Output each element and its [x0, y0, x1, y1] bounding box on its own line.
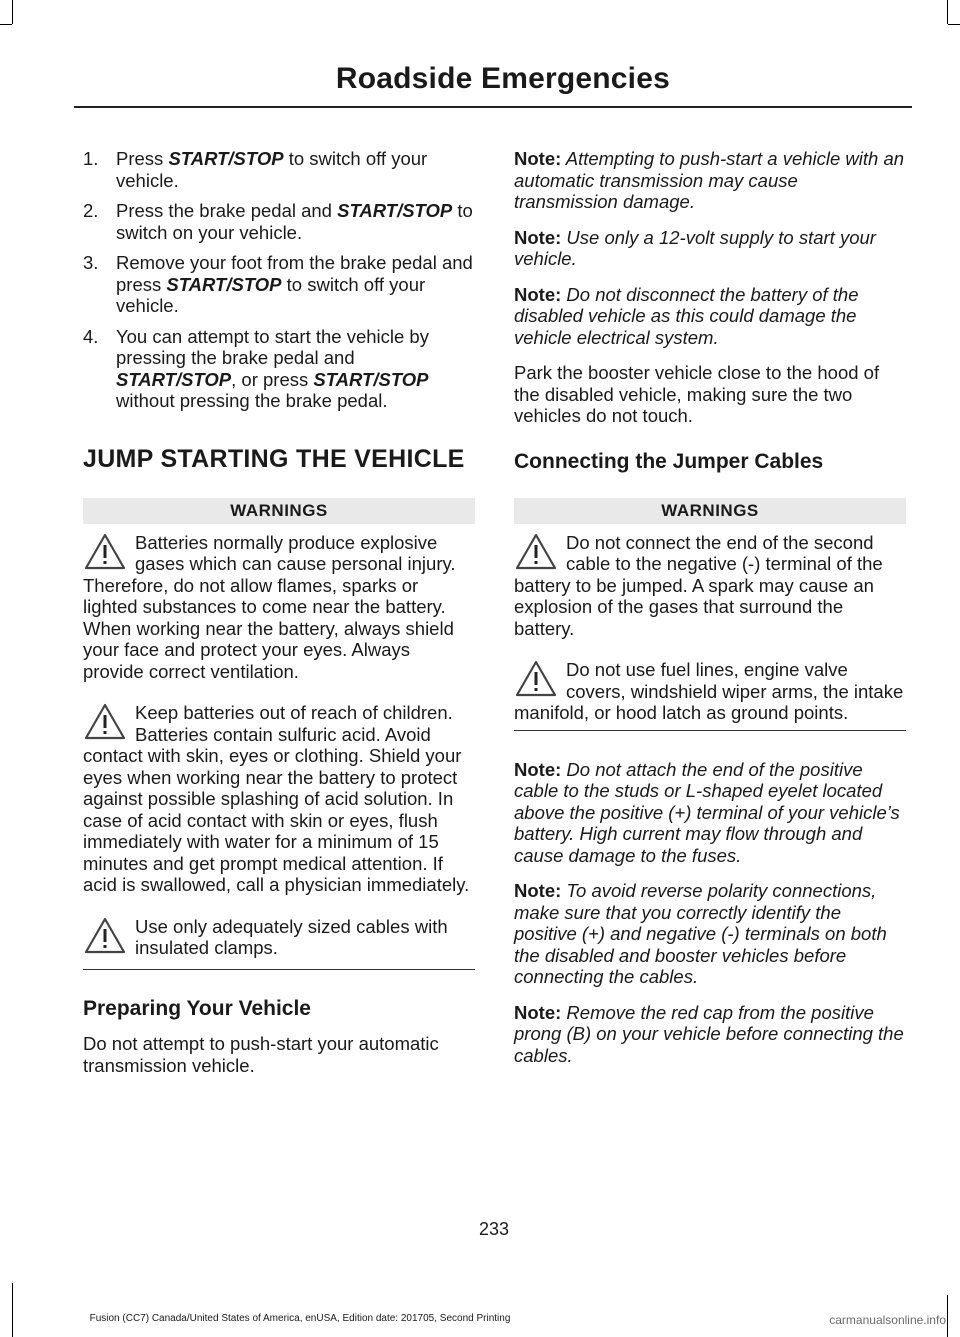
step-text: to switch on your vehicle. [116, 200, 473, 243]
crop-mark [12, 1283, 13, 1337]
warning-block [83, 702, 475, 896]
control-name: START/STOP [313, 368, 429, 390]
warning-triangle-icon [83, 916, 131, 956]
step-text: to switch off your vehicle. [116, 148, 428, 191]
note-label: Note: [514, 226, 562, 248]
control-name: START/STOP [116, 368, 232, 390]
note [514, 1002, 906, 1067]
note-text: Do not disconnect the battery of the disabled vehicle as this could damage the vehicle electrical system. [514, 283, 859, 348]
warning-text: Use only adequately sized cables with insulated clamps. [135, 915, 448, 958]
footer-text: Fusion (CC7) Canada/United States of America, enUSA, Edition date: 201705, Second Printing [89, 1313, 511, 1324]
subsection-heading: Connecting the Jumper Cables [514, 449, 824, 473]
note-label: Note: [514, 758, 562, 780]
crop-mark [948, 24, 960, 25]
body-paragraph: Do not attempt to push-start your automatic transmission vehicle. [83, 1033, 439, 1076]
step-text: to switch off your vehicle. [116, 273, 426, 316]
note [514, 227, 906, 270]
page-title: Roadside Emergencies [335, 62, 670, 95]
note-label: Note: [514, 148, 562, 169]
control-name: START/STOP [166, 273, 282, 295]
step-number: 4. [83, 325, 99, 347]
crop-mark [0, 24, 12, 25]
control-name: START/STOP [337, 200, 453, 221]
warning-block [514, 659, 906, 724]
watermark-link[interactable]: carmanualsonline.info [829, 1313, 946, 1327]
crop-mark [947, 0, 948, 24]
left-column [83, 148, 475, 1090]
section-divider [83, 969, 475, 970]
step-number: 1. [83, 148, 99, 169]
note-text: To avoid reverse polarity connections, make sure that you correctly identify the positive (+) and negative (-) terminals on both the disabled and booster vehicles before connecting the cables. [514, 880, 887, 987]
step-text: without pressing the brake pedal. [116, 390, 388, 411]
control-name: START/STOP [168, 148, 284, 169]
note [514, 880, 906, 988]
section-divider [514, 730, 906, 731]
list-item [83, 326, 475, 412]
warnings-banner: WARNINGS [83, 498, 475, 524]
steps-list [83, 148, 475, 412]
step-text: Press [116, 148, 169, 169]
warnings-banner: WARNINGS [514, 498, 906, 524]
right-column [514, 148, 906, 1080]
list-item [83, 148, 475, 191]
step-number: 3. [83, 252, 99, 273]
step-text: , or press [231, 368, 314, 390]
note-text: Remove the red cap from the positive prong (B) on your vehicle before connecting the cables. [514, 1001, 904, 1066]
step-number: 2. [83, 200, 99, 221]
step-text: Remove your foot from the brake pedal and press [116, 252, 473, 295]
warning-block [83, 916, 475, 959]
warning-triangle-icon [514, 532, 562, 572]
warning-text: Keep batteries out of reach of children. Batteries contain sulfuric acid. Avoid contact with skin, eyes or clothing. Shield your eyes when working near the battery to protect against possible splashing of acid solution. In case of acid contact with skin or eyes, flush immediately with water for a minimum of 15 minutes and get prompt medical attention. If acid is swallowed, call a physician immediately. [83, 702, 470, 895]
warning-triangle-icon [83, 702, 131, 742]
crop-mark [947, 1295, 948, 1337]
warning-triangle-icon [83, 532, 131, 572]
note-text: Attempting to push-start a vehicle with an automatic transmission may cause transmission damage. [514, 148, 905, 212]
warning-text: Do not use fuel lines, engine valve covers, windshield wiper arms, the intake manifold, or hood latch as ground points. [514, 659, 904, 723]
list-item [83, 200, 475, 243]
step-text: Press the brake pedal and [116, 200, 338, 221]
note [514, 284, 906, 349]
list-item [83, 252, 475, 317]
subsection-heading: Preparing Your Vehicle [83, 996, 311, 1020]
body-paragraph: Park the booster vehicle close to the hood of the disabled vehicle, making sure the two vehicles do not touch. [514, 362, 880, 426]
page-number: 233 [478, 1219, 510, 1239]
warning-block [514, 532, 906, 640]
warning-text: Do not connect the end of the second cable to the negative (-) terminal of the battery to be jumped. A spark may cause an explosion of the gases that surround the battery. [514, 531, 883, 639]
header-divider [74, 106, 912, 108]
note-label: Note: [514, 880, 562, 901]
warning-triangle-icon [514, 659, 562, 699]
note-text: Use only a 12-volt supply to start your vehicle. [514, 226, 876, 269]
section-heading: JUMP STARTING THE VEHICLE [83, 444, 465, 473]
note-label: Note: [514, 283, 562, 305]
warning-text: Batteries normally produce explosive gases which can cause personal injury. Therefore, do not allow flames, sparks or lighted substances to come near the battery. When working near the battery, always shield your face and protect your eyes. Always provide correct ventilation. [83, 531, 456, 682]
warning-block [83, 532, 475, 683]
note [514, 759, 906, 867]
note-label: Note: [514, 1001, 562, 1023]
crop-mark [12, 0, 13, 24]
note-text: Do not attach the end of the positive cable to the studs or L-shaped eyelet located above the positive (+) terminal of your vehicle’s battery. High current may flow through and cause damage to the fuses. [514, 758, 900, 866]
step-text: You can attempt to start the vehicle by pressing the brake pedal and [116, 325, 429, 368]
note [514, 148, 906, 213]
